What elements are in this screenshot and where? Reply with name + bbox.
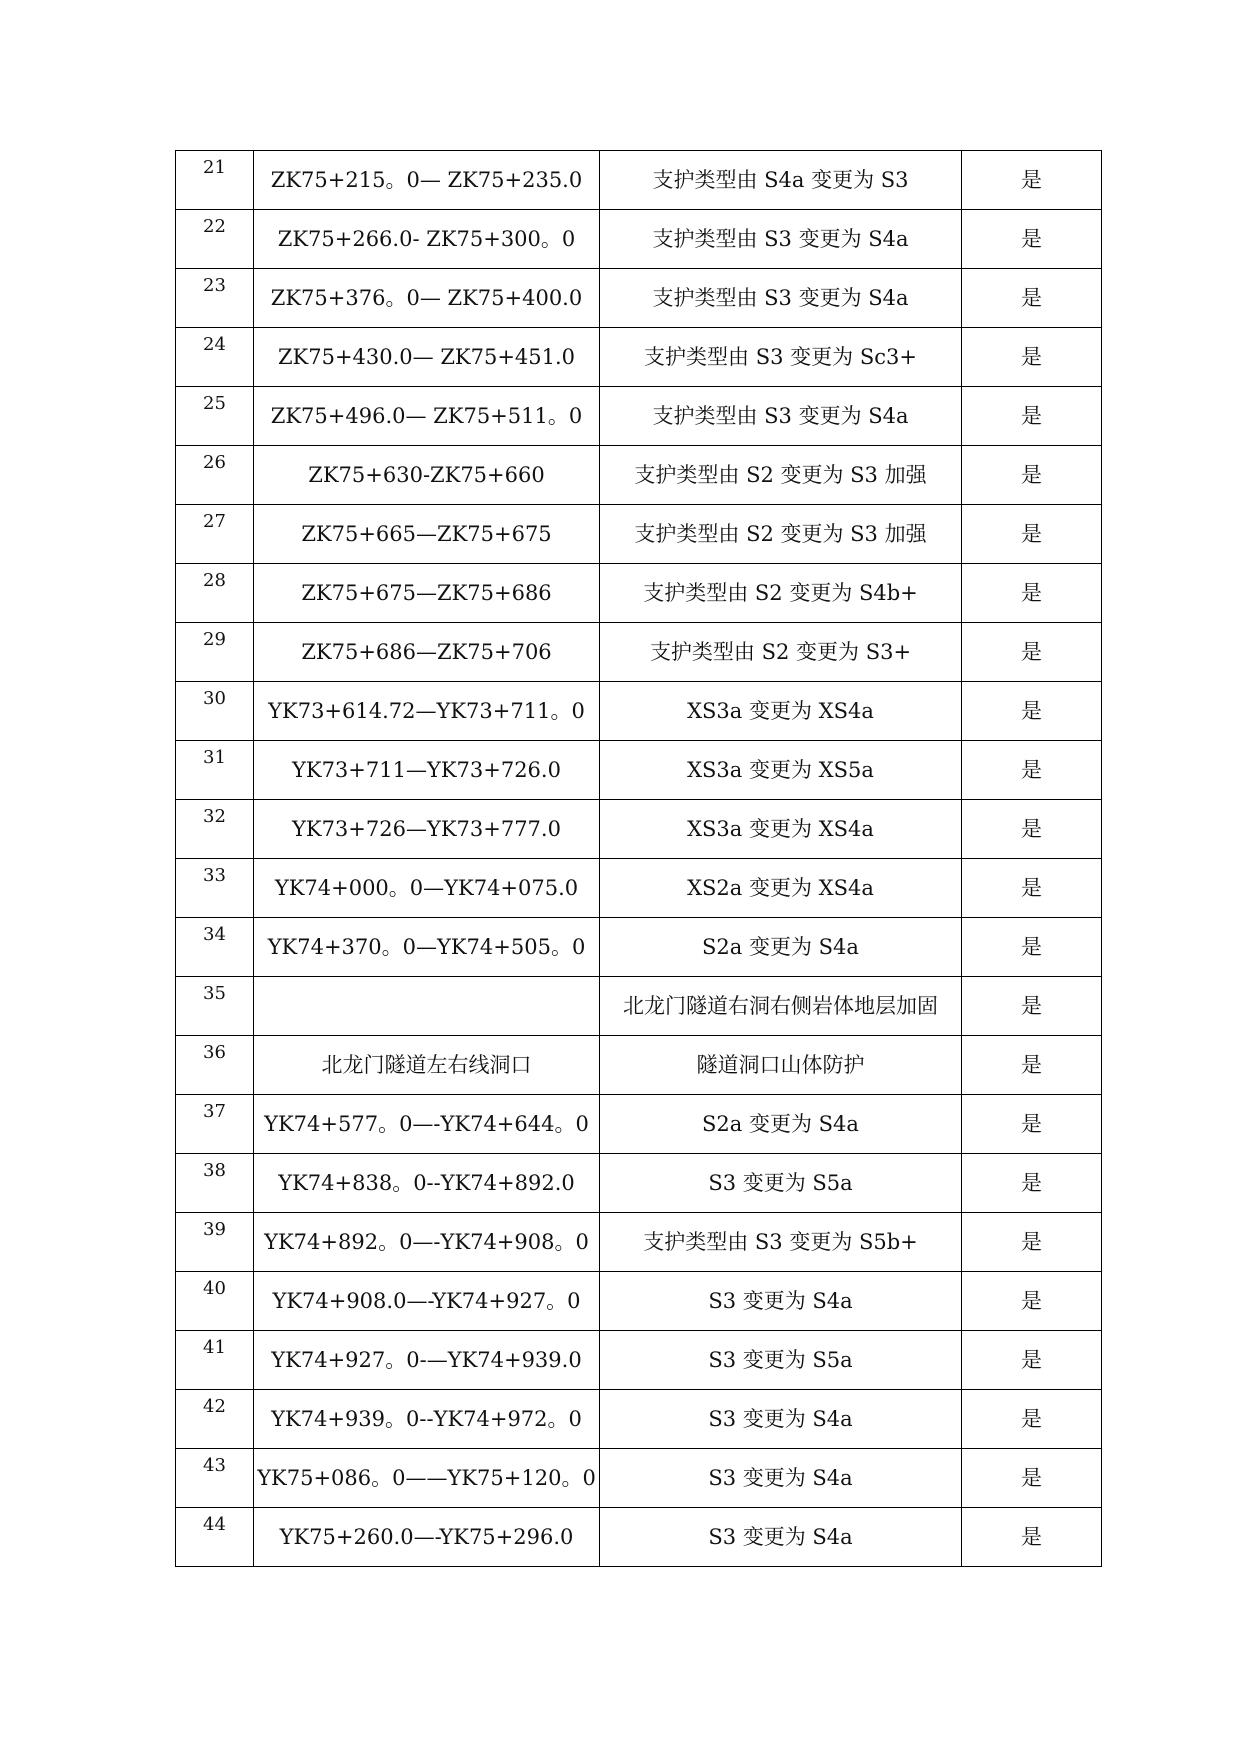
row-number-cell: 21 [176,151,254,210]
row-number-cell: 32 [176,800,254,859]
chainage-range-cell: YK74+892。0—-YK74+908。0 [254,1213,600,1272]
row-number-cell: 43 [176,1449,254,1508]
change-description-cell: S3 变更为 S4a [600,1390,962,1449]
chainage-range-cell: ZK75+266.0- ZK75+300。0 [254,210,600,269]
confirmed-flag-cell: 是 [962,387,1102,446]
row-number-cell: 29 [176,623,254,682]
chainage-range-cell: YK74+838。0--YK74+892.0 [254,1154,600,1213]
change-description-cell: XS3a 变更为 XS4a [600,682,962,741]
chainage-range-cell: YK73+711—YK73+726.0 [254,741,600,800]
chainage-range-cell: ZK75+686—ZK75+706 [254,623,600,682]
row-number-cell: 41 [176,1331,254,1390]
chainage-range-cell: ZK75+430.0— ZK75+451.0 [254,328,600,387]
confirmed-flag-cell: 是 [962,1508,1102,1567]
change-description-cell: XS3a 变更为 XS5a [600,741,962,800]
confirmed-flag-cell: 是 [962,1390,1102,1449]
chainage-range-cell: YK74+370。0—YK74+505。0 [254,918,600,977]
chainage-range-cell: ZK75+665—ZK75+675 [254,505,600,564]
change-description-cell: XS3a 变更为 XS4a [600,800,962,859]
confirmed-flag-cell: 是 [962,328,1102,387]
change-description-cell: 支护类型由 S2 变更为 S3+ [600,623,962,682]
change-description-cell: S3 变更为 S5a [600,1154,962,1213]
confirmed-flag-cell: 是 [962,1095,1102,1154]
row-number-cell: 36 [176,1036,254,1095]
table-body [176,151,1102,1567]
confirmed-flag-cell: 是 [962,1154,1102,1213]
table-row [176,564,1102,623]
confirmed-flag-cell: 是 [962,800,1102,859]
confirmed-flag-cell: 是 [962,918,1102,977]
design-change-table [175,150,1102,1567]
table-row [176,977,1102,1036]
chainage-range-cell: YK75+260.0—-YK75+296.0 [254,1508,600,1567]
confirmed-flag-cell: 是 [962,977,1102,1036]
row-number-cell: 39 [176,1213,254,1272]
confirmed-flag-cell: 是 [962,682,1102,741]
row-number-cell: 42 [176,1390,254,1449]
chainage-range-cell: ZK75+675—ZK75+686 [254,564,600,623]
confirmed-flag-cell: 是 [962,564,1102,623]
table-row [176,269,1102,328]
row-number-cell: 27 [176,505,254,564]
row-number-cell: 37 [176,1095,254,1154]
change-description-cell: 支护类型由 S3 变更为 S4a [600,210,962,269]
table-row [176,1449,1102,1508]
table-row [176,210,1102,269]
change-description-cell: S3 变更为 S5a [600,1331,962,1390]
table-row [176,1095,1102,1154]
row-number-cell: 31 [176,741,254,800]
table-row [176,1390,1102,1449]
change-description-cell: 支护类型由 S3 变更为 Sc3+ [600,328,962,387]
table-row [176,859,1102,918]
row-number-cell: 26 [176,446,254,505]
confirmed-flag-cell: 是 [962,1331,1102,1390]
row-number-cell: 23 [176,269,254,328]
row-number-cell: 35 [176,977,254,1036]
chainage-range-cell: YK75+086。0——YK75+120。0 [254,1449,600,1508]
confirmed-flag-cell: 是 [962,623,1102,682]
chainage-range-cell: YK73+614.72—YK73+711。0 [254,682,600,741]
chainage-range-cell: YK74+577。0—-YK74+644。0 [254,1095,600,1154]
table-row [176,1213,1102,1272]
row-number-cell: 22 [176,210,254,269]
change-description-cell: S3 变更为 S4a [600,1272,962,1331]
change-description-cell: S2a 变更为 S4a [600,918,962,977]
table-row [176,446,1102,505]
chainage-range-cell: YK74+000。0—YK74+075.0 [254,859,600,918]
change-description-cell: 北龙门隧道右洞右侧岩体地层加固 [600,977,962,1036]
change-description-cell: 支护类型由 S3 变更为 S5b+ [600,1213,962,1272]
confirmed-flag-cell: 是 [962,151,1102,210]
chainage-range-cell: YK74+908.0—-YK74+927。0 [254,1272,600,1331]
table-row [176,1154,1102,1213]
chainage-range-cell: YK74+927。0-—YK74+939.0 [254,1331,600,1390]
table-row [176,623,1102,682]
table-row [176,328,1102,387]
chainage-range-cell: YK74+939。0--YK74+972。0 [254,1390,600,1449]
change-description-cell: 支护类型由 S3 变更为 S4a [600,387,962,446]
row-number-cell: 44 [176,1508,254,1567]
change-description-cell: 支护类型由 S2 变更为 S3 加强 [600,446,962,505]
table-row [176,800,1102,859]
confirmed-flag-cell: 是 [962,210,1102,269]
confirmed-flag-cell: 是 [962,505,1102,564]
change-description-cell: 支护类型由 S2 变更为 S4b+ [600,564,962,623]
row-number-cell: 40 [176,1272,254,1331]
table-row [176,1036,1102,1095]
confirmed-flag-cell: 是 [962,1213,1102,1272]
table-row [176,1272,1102,1331]
table-row [176,741,1102,800]
change-description-cell: S3 变更为 S4a [600,1508,962,1567]
chainage-range-cell: YK73+726—YK73+777.0 [254,800,600,859]
table-row [176,505,1102,564]
chainage-range-cell: ZK75+630-ZK75+660 [254,446,600,505]
table-row [176,387,1102,446]
change-description-cell: 隧道洞口山体防护 [600,1036,962,1095]
chainage-range-cell: ZK75+496.0— ZK75+511。0 [254,387,600,446]
change-description-cell: 支护类型由 S2 变更为 S3 加强 [600,505,962,564]
row-number-cell: 38 [176,1154,254,1213]
confirmed-flag-cell: 是 [962,859,1102,918]
table-row [176,1508,1102,1567]
row-number-cell: 24 [176,328,254,387]
change-description-cell: 支护类型由 S3 变更为 S4a [600,269,962,328]
change-description-cell: 支护类型由 S4a 变更为 S3 [600,151,962,210]
row-number-cell: 25 [176,387,254,446]
table-row [176,151,1102,210]
confirmed-flag-cell: 是 [962,446,1102,505]
row-number-cell: 30 [176,682,254,741]
confirmed-flag-cell: 是 [962,269,1102,328]
change-description-cell: S3 变更为 S4a [600,1449,962,1508]
row-number-cell: 34 [176,918,254,977]
change-description-cell: S2a 变更为 S4a [600,1095,962,1154]
row-number-cell: 28 [176,564,254,623]
confirmed-flag-cell: 是 [962,1449,1102,1508]
confirmed-flag-cell: 是 [962,741,1102,800]
chainage-range-cell: 北龙门隧道左右线洞口 [254,1036,600,1095]
table-row [176,918,1102,977]
table-row [176,1331,1102,1390]
confirmed-flag-cell: 是 [962,1036,1102,1095]
table-row [176,682,1102,741]
chainage-range-cell: ZK75+376。0— ZK75+400.0 [254,269,600,328]
row-number-cell: 33 [176,859,254,918]
change-description-cell: XS2a 变更为 XS4a [600,859,962,918]
chainage-range-cell: ZK75+215。0— ZK75+235.0 [254,151,600,210]
chainage-range-cell [254,977,600,1036]
confirmed-flag-cell: 是 [962,1272,1102,1331]
